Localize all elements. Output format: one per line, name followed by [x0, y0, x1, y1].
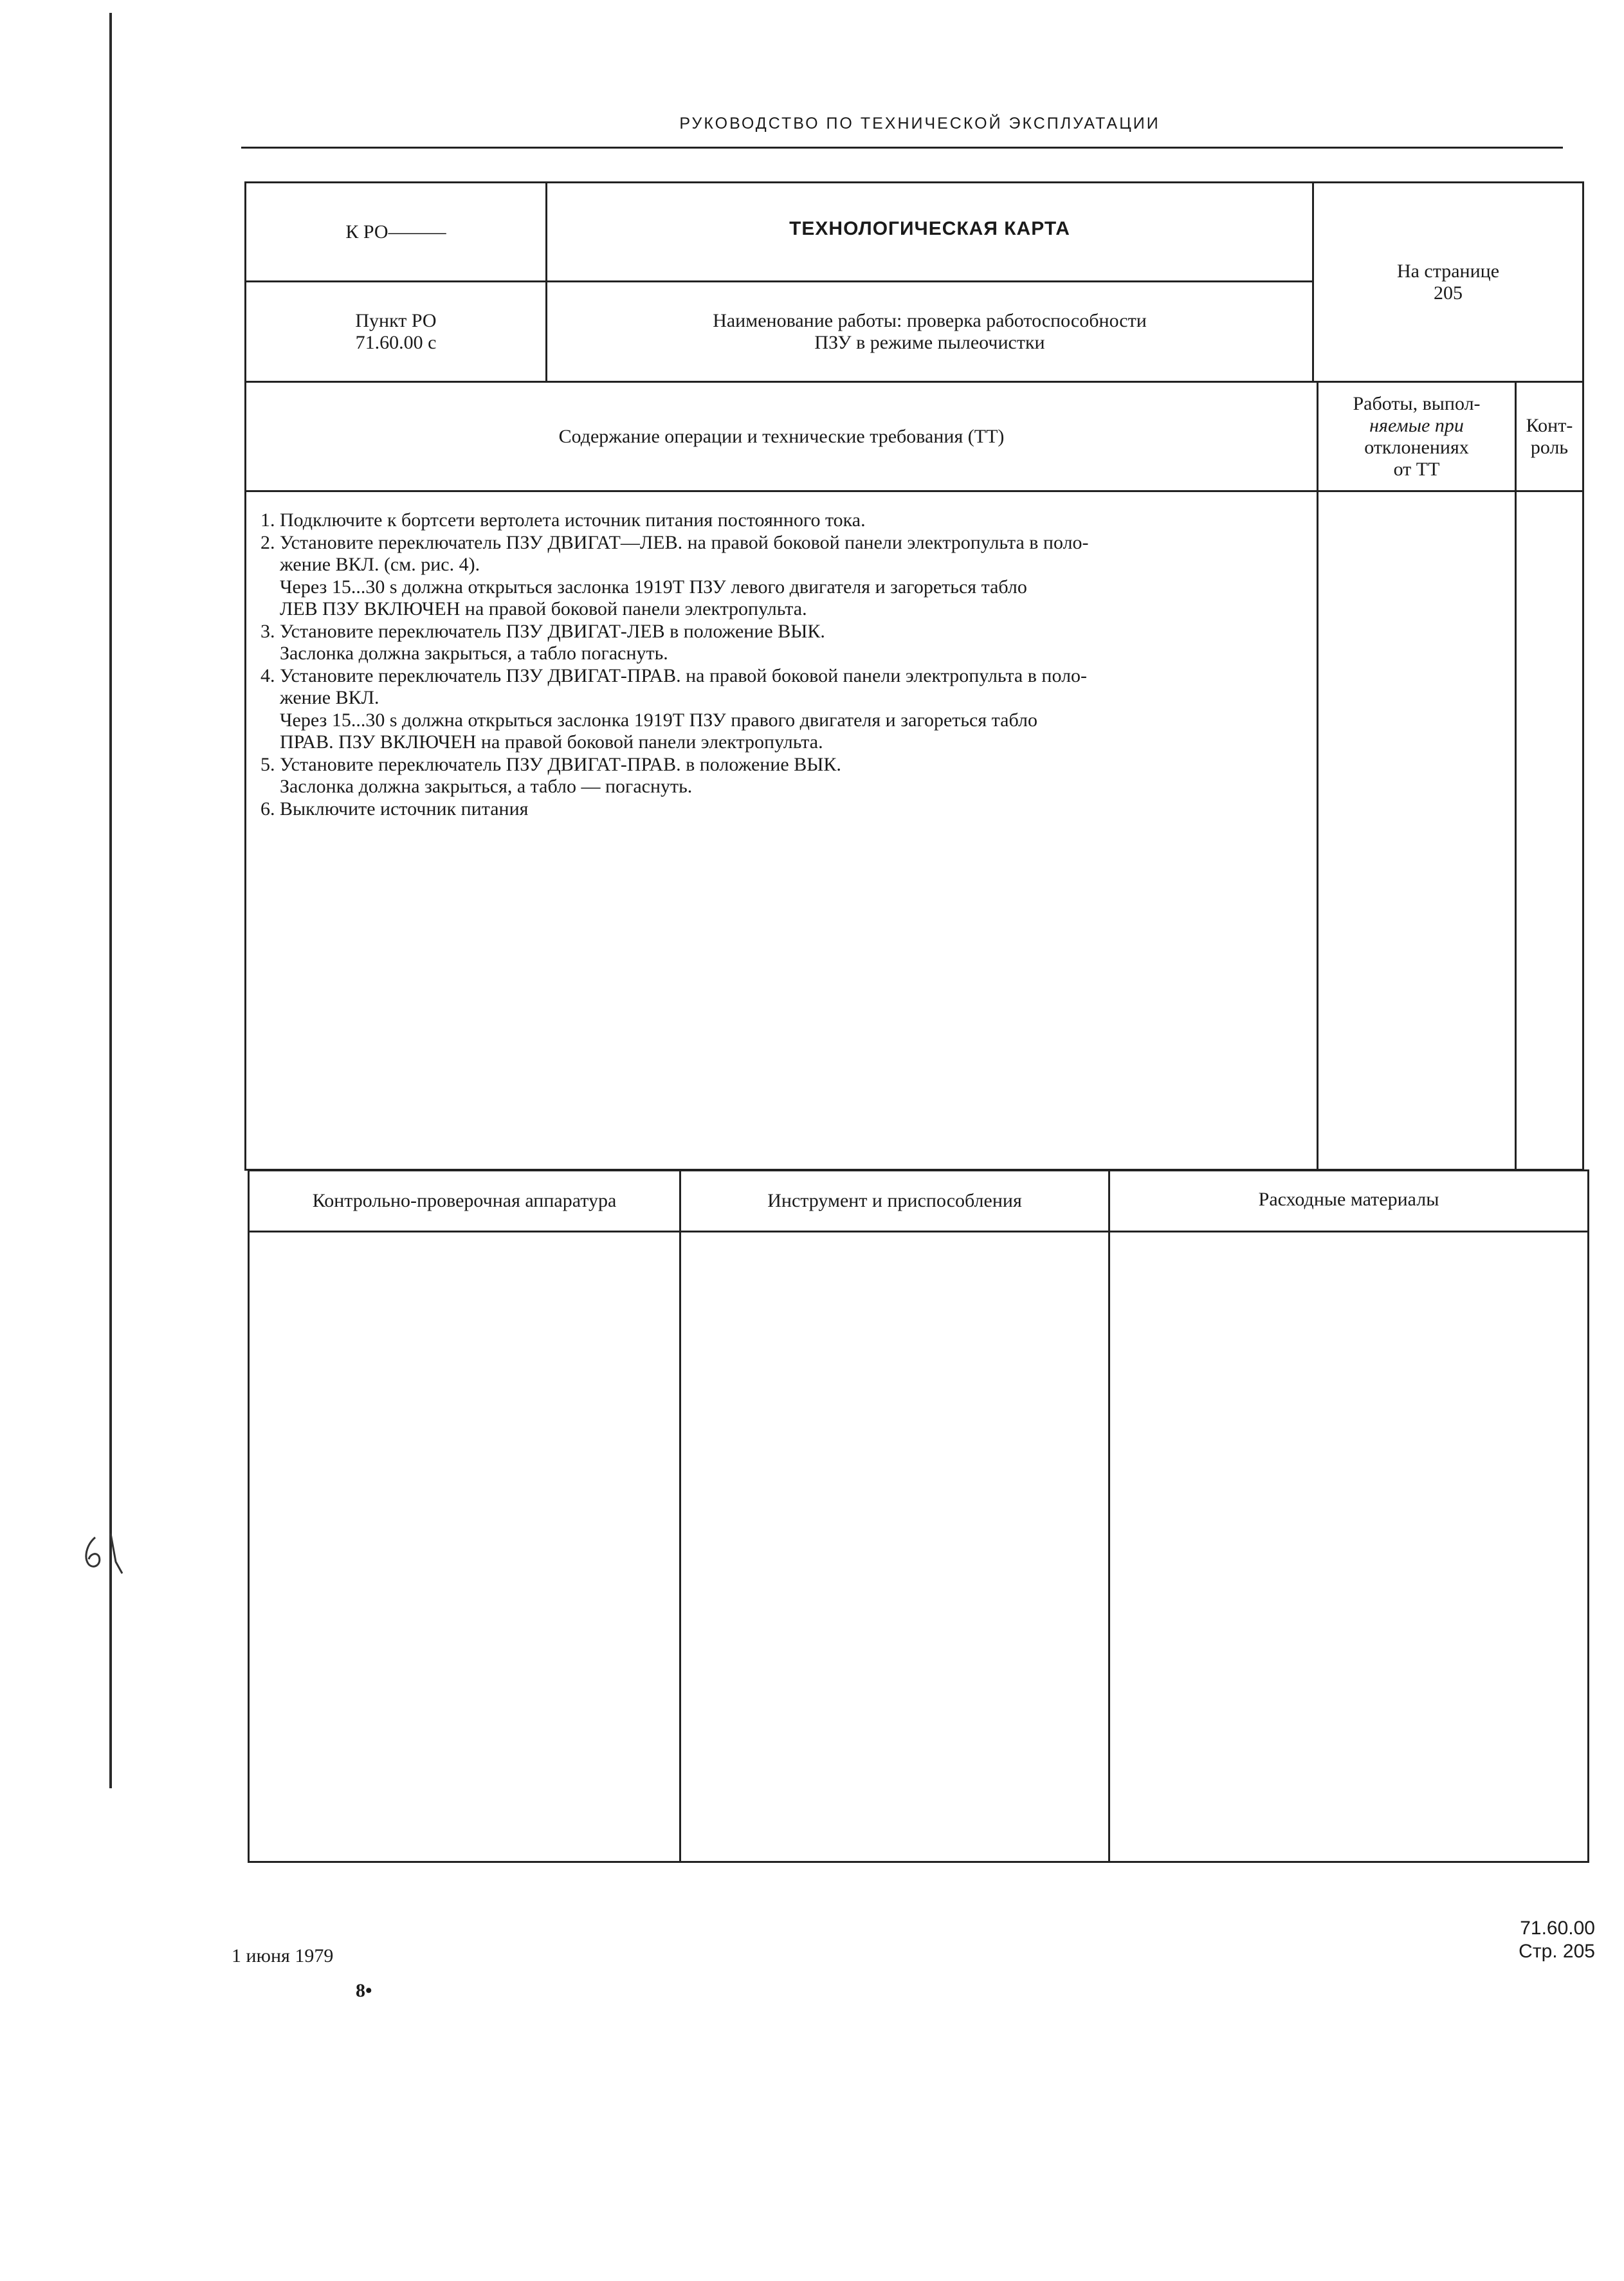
- deviations-line2: няемые при: [1369, 414, 1464, 436]
- operation-item: 1. Подключите к бортсети вертолета источник питания постоянного тока.: [260, 509, 866, 531]
- operations-divider-control: [1515, 381, 1517, 1171]
- operations-divider-deviations: [1317, 381, 1318, 1171]
- work-name-line1: Наименование работы: проверка работоспособности: [713, 309, 1147, 331]
- operation-item: 3. Установите переключатель ПЗУ ДВИГАТ-ЛЕВ в положение ВЫК. Заслонка должна закрыться, а табло погаснуть.: [260, 620, 825, 664]
- card-title: ТЕХНОЛОГИЧЕСКАЯ КАРТА: [789, 217, 1070, 239]
- operations-header-divider: [244, 490, 1584, 492]
- resources-table: [248, 1169, 1589, 1863]
- column-header-content: Содержание операции и технические требования (ТТ): [558, 425, 1005, 447]
- punkt-ro: [246, 282, 545, 381]
- column-header-deviations: [1318, 383, 1515, 490]
- header-rule: [241, 147, 1563, 149]
- work-name: [547, 282, 1312, 381]
- resources-col-tools: Инструмент и приспособления: [767, 1190, 1022, 1211]
- deviations-line4: от ТТ: [1393, 458, 1440, 480]
- page-ref-label: На странице: [1396, 260, 1500, 282]
- operation-item: 2. Установите переключатель ПЗУ ДВИГАТ—ЛЕВ. на правой боковой панели электропульта в поло- жение ВКЛ. (см. рис. 4). Через 15...30 s должна открыться заслонка 1919Т ПЗУ левого двигателя и загореться табло ЛЕВ ПЗУ ВКЛЮЧЕН на правой боковой панели электропульта.: [260, 531, 1089, 619]
- binder-margin-line: [109, 13, 112, 1788]
- punkt-ro-label: Пункт РО: [355, 309, 437, 331]
- footer-signature-mark: 8•: [356, 1980, 372, 2001]
- operation-item: 4. Установите переключатель ПЗУ ДВИГАТ-ПРАВ. на правой боковой панели электропульта в поло- жение ВКЛ. Через 15...30 s должна открыться заслонка 1919Т ПЗУ правого двигателя и загореться табло ПРАВ. ПЗУ ВКЛЮЧЕН на правой боковой панели электропульта.: [260, 664, 1088, 753]
- resources-col-equipment: Контрольно-проверочная аппаратура: [312, 1190, 617, 1211]
- resources-divider-2: [1108, 1169, 1110, 1863]
- handwritten-mark-icon: [77, 1525, 135, 1589]
- resources-header-divider: [248, 1231, 1589, 1232]
- deviations-line1: Работы, выпол-: [1353, 392, 1481, 414]
- punkt-ro-value: 71.60.00 с: [355, 331, 437, 353]
- resources-col-materials: Расходные материалы: [1258, 1189, 1439, 1210]
- operation-item: 6. Выключите источник питания: [260, 798, 529, 820]
- column-header-control: [1517, 383, 1582, 490]
- control-line1: Конт-: [1526, 414, 1573, 436]
- footer-page-number: Стр. 205: [1519, 1941, 1595, 1962]
- footer-date: 1 июня 1979: [232, 1945, 334, 1966]
- operation-item: 5. Установите переключатель ПЗУ ДВИГАТ-ПРАВ. в положение ВЫК. Заслонка должна закрыться, а табло — погаснуть.: [260, 753, 841, 797]
- footer-section-code: 71.60.00: [1520, 1918, 1595, 1939]
- operations-list: [260, 509, 1299, 820]
- resources-divider-1: [679, 1169, 681, 1863]
- control-line2: роль: [1530, 436, 1569, 458]
- work-name-line2: ПЗУ в режиме пылеочистки: [814, 331, 1045, 353]
- k-ro-label: К РО———: [345, 221, 446, 243]
- page-ref: [1314, 183, 1582, 381]
- deviations-line3: отклонениях: [1364, 436, 1469, 458]
- page-header: РУКОВОДСТВО ПО ТЕХНИЧЕСКОЙ ЭКСПЛУАТАЦИИ: [679, 115, 1160, 133]
- footer-code: [1447, 1917, 1595, 1963]
- page-ref-number: 205: [1434, 282, 1463, 304]
